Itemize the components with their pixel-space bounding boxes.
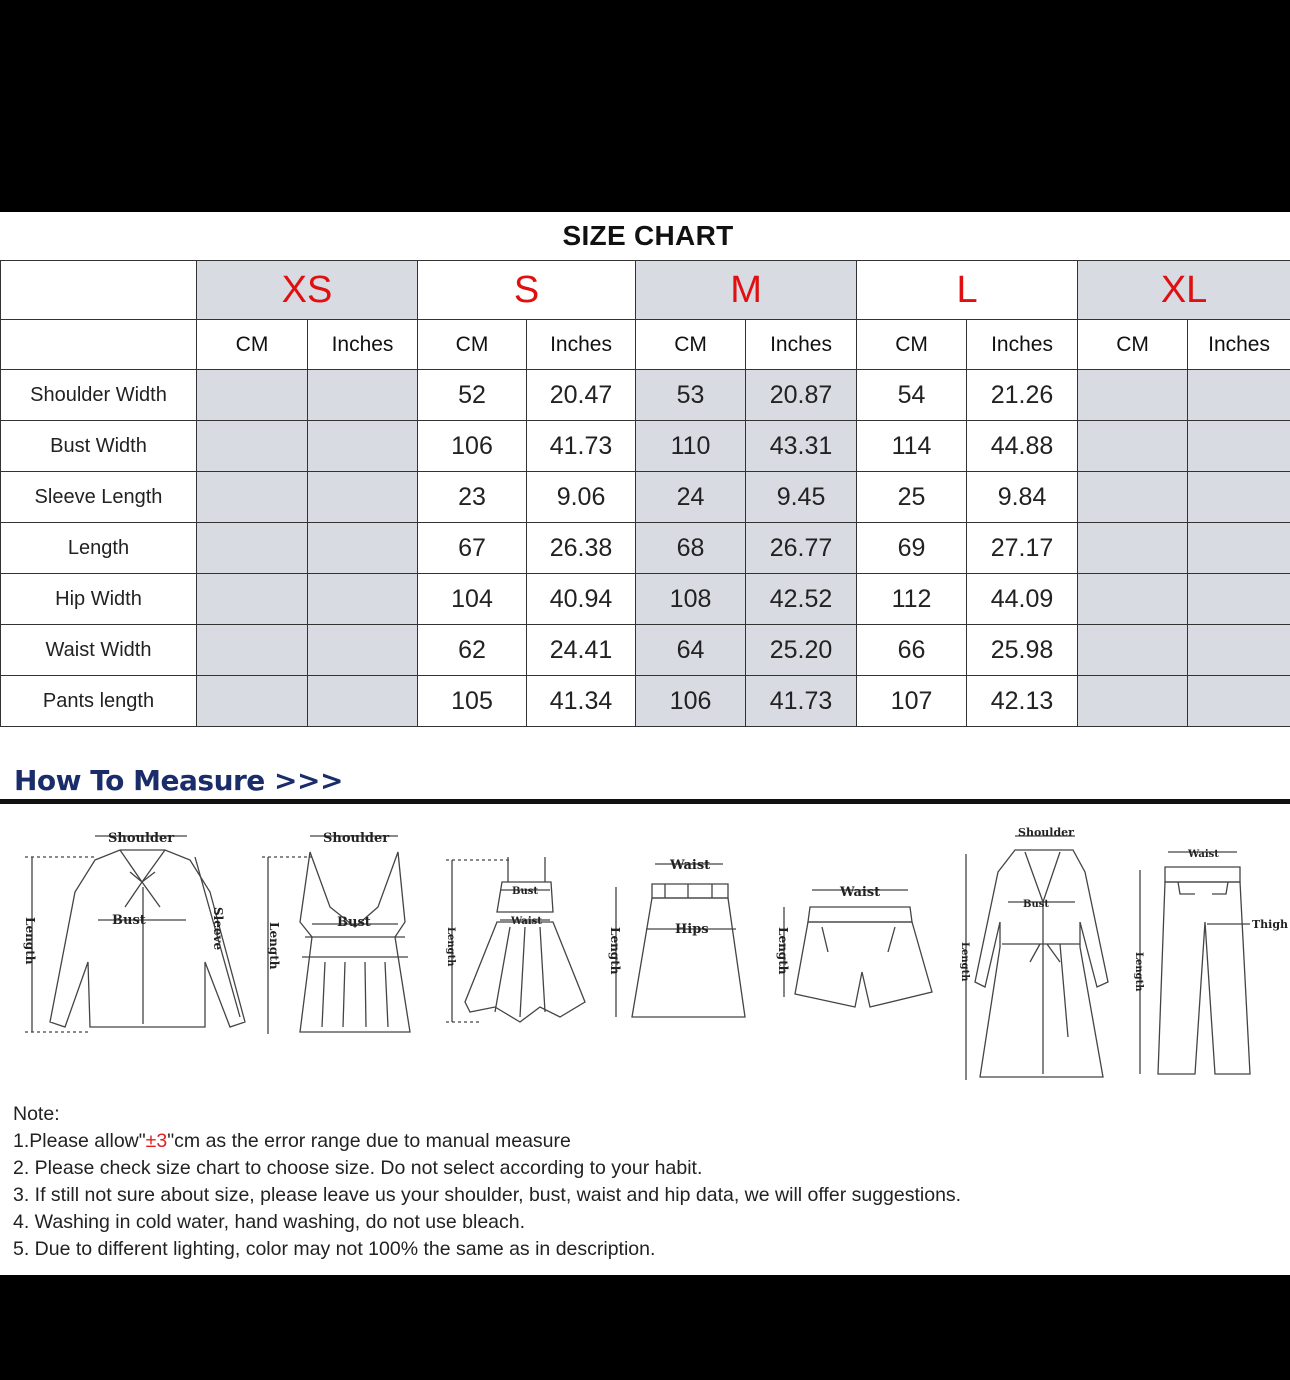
table-cell <box>1078 676 1188 727</box>
figure-label: Bust <box>512 886 538 897</box>
table-cell: 27.17 <box>967 523 1078 574</box>
table-cell <box>197 472 308 523</box>
figure-label: Waist <box>1188 849 1219 860</box>
figure-label: Bust <box>1023 899 1049 910</box>
coat-figure <box>959 826 1108 1080</box>
table-cell: 108 <box>636 574 746 625</box>
unit-header-row <box>1 320 1290 370</box>
table-cell <box>1078 472 1188 523</box>
figure-label: Waist <box>670 858 711 873</box>
size-chart-sheet <box>0 212 1290 1275</box>
figure-label: Length <box>267 922 281 970</box>
unit-cm: CM <box>418 320 527 370</box>
table-cell: 67 <box>418 523 527 574</box>
figure-label: Length <box>1133 952 1144 992</box>
table-cell <box>197 370 308 421</box>
table-cell <box>197 625 308 676</box>
table-cell: 26.77 <box>746 523 857 574</box>
table-cell: 104 <box>418 574 527 625</box>
table-row <box>1 370 1290 421</box>
notes <box>13 1101 961 1263</box>
table-cell: 112 <box>857 574 967 625</box>
figure-label: Bust <box>112 913 146 928</box>
table-cell: 42.52 <box>746 574 857 625</box>
page-title: SIZE CHART <box>562 220 734 251</box>
how-to-measure-heading: How To Measure >>> <box>14 764 343 797</box>
table-cell <box>1188 523 1290 574</box>
figure-label: Length <box>608 927 622 975</box>
table-cell <box>197 574 308 625</box>
table-cell <box>197 676 308 727</box>
row-label: Length <box>1 523 197 574</box>
table-cell: 43.31 <box>746 421 857 472</box>
table-cell: 21.26 <box>967 370 1078 421</box>
table-cell: 9.06 <box>527 472 636 523</box>
table-cell: 40.94 <box>527 574 636 625</box>
table-cell: 20.87 <box>746 370 857 421</box>
table-cell: 9.45 <box>746 472 857 523</box>
table-cell: 9.84 <box>967 472 1078 523</box>
table-cell <box>308 574 418 625</box>
unit-inches: Inches <box>746 320 857 370</box>
figure-label: Shoulder <box>323 831 390 846</box>
table-cell: 52 <box>418 370 527 421</box>
table-cell: 23 <box>418 472 527 523</box>
tolerance-value: ±3 <box>145 1130 168 1152</box>
table-cell <box>197 523 308 574</box>
table-row <box>1 421 1290 472</box>
shorts-figure <box>776 885 932 1007</box>
table-cell <box>308 523 418 574</box>
table-cell: 114 <box>857 421 967 472</box>
figure-label: Length <box>959 942 970 982</box>
table-cell <box>1188 625 1290 676</box>
table-cell: 69 <box>857 523 967 574</box>
unit-cm: CM <box>197 320 308 370</box>
size-header-row <box>1 261 1290 320</box>
table-cell <box>1188 421 1290 472</box>
table-cell <box>1078 523 1188 574</box>
table-cell: 66 <box>857 625 967 676</box>
table-cell <box>1078 421 1188 472</box>
figure-label: Hips <box>675 922 709 937</box>
table-cell: 62 <box>418 625 527 676</box>
size-m-header: M <box>636 261 857 320</box>
unit-cm: CM <box>857 320 967 370</box>
table-cell: 24.41 <box>527 625 636 676</box>
figure-label: Length <box>445 927 456 967</box>
table-cell: 106 <box>636 676 746 727</box>
table-cell: 44.09 <box>967 574 1078 625</box>
size-l-header: L <box>857 261 1078 320</box>
table-cell <box>308 625 418 676</box>
dress-figure <box>445 857 585 1022</box>
table-cell <box>1188 574 1290 625</box>
table-cell: 107 <box>857 676 967 727</box>
table-cell <box>308 676 418 727</box>
table-cell <box>1188 676 1290 727</box>
unit-cm: CM <box>1078 320 1188 370</box>
figure-label: Length <box>23 917 37 965</box>
table-cell: 64 <box>636 625 746 676</box>
divider <box>0 799 1290 804</box>
figure-label: Bust <box>337 915 371 930</box>
table-cell: 106 <box>418 421 527 472</box>
corner-cell <box>1 261 197 320</box>
table-cell: 24 <box>636 472 746 523</box>
table-cell <box>1078 574 1188 625</box>
table-cell <box>1188 370 1290 421</box>
figure-label: Waist <box>840 885 881 900</box>
table-cell: 105 <box>418 676 527 727</box>
figure-label: Thigh <box>1252 918 1289 931</box>
table-cell <box>1188 472 1290 523</box>
table-cell <box>308 421 418 472</box>
table-cell: 44.88 <box>967 421 1078 472</box>
note-1 <box>13 1128 961 1155</box>
figure-label: Shoulder <box>108 831 175 846</box>
table-cell <box>1078 625 1188 676</box>
table-cell: 25.98 <box>967 625 1078 676</box>
figure-label: Waist <box>511 916 542 927</box>
table-cell <box>197 421 308 472</box>
table-cell: 25 <box>857 472 967 523</box>
table-row <box>1 625 1290 676</box>
table-row <box>1 523 1290 574</box>
blouse-figure <box>23 831 245 1032</box>
table-cell: 53 <box>636 370 746 421</box>
note-1-text-end: "cm as the error range due to manual measure <box>167 1130 571 1152</box>
note-4: 4. Washing in cold water, hand washing, do not use bleach. <box>13 1211 526 1233</box>
table-cell: 41.73 <box>746 676 857 727</box>
note-2: 2. Please check size chart to choose size. Do not select according to your habit. <box>13 1157 703 1179</box>
unit-cm: CM <box>636 320 746 370</box>
trousers-figure <box>1133 849 1288 1074</box>
row-label: Waist Width <box>1 625 197 676</box>
row-label: Sleeve Length <box>1 472 197 523</box>
unit-inches: Inches <box>967 320 1078 370</box>
measure-illustrations <box>0 812 1290 1092</box>
unit-inches: Inches <box>527 320 636 370</box>
skirt-figure <box>608 858 745 1017</box>
table-cell <box>1078 370 1188 421</box>
row-label: Bust Width <box>1 421 197 472</box>
table-row <box>1 574 1290 625</box>
note-1-text: 1.Please allow" <box>13 1130 146 1152</box>
tank-top-figure <box>262 831 410 1034</box>
table-cell <box>308 472 418 523</box>
table-cell: 26.38 <box>527 523 636 574</box>
notes-heading: Note: <box>13 1103 60 1125</box>
table-cell: 110 <box>636 421 746 472</box>
table-cell: 68 <box>636 523 746 574</box>
row-label: Shoulder Width <box>1 370 197 421</box>
note-3: 3. If still not sure about size, please leave us your shoulder, bust, waist and hip data, we will offer suggestions. <box>13 1184 962 1206</box>
corner-cell <box>1 320 197 370</box>
row-label: Hip Width <box>1 574 197 625</box>
table-cell: 25.20 <box>746 625 857 676</box>
table-cell: 20.47 <box>527 370 636 421</box>
unit-inches: Inches <box>308 320 418 370</box>
figure-label: Length <box>776 927 790 975</box>
table-row <box>1 676 1290 727</box>
table-cell: 54 <box>857 370 967 421</box>
table-row <box>1 472 1290 523</box>
note-5: 5. Due to different lighting, color may not 100% the same as in description. <box>13 1238 656 1260</box>
figure-label: Shoulder <box>1018 826 1074 839</box>
row-label: Pants length <box>1 676 197 727</box>
figure-label: Sleeve <box>211 907 225 951</box>
unit-inches: Inches <box>1188 320 1290 370</box>
size-s-header: S <box>418 261 636 320</box>
table-cell: 41.73 <box>527 421 636 472</box>
table-cell: 41.34 <box>527 676 636 727</box>
table-cell: 42.13 <box>967 676 1078 727</box>
size-xl-header: XL <box>1078 261 1290 320</box>
size-table <box>0 260 1290 727</box>
size-xs-header: XS <box>197 261 418 320</box>
table-cell <box>308 370 418 421</box>
